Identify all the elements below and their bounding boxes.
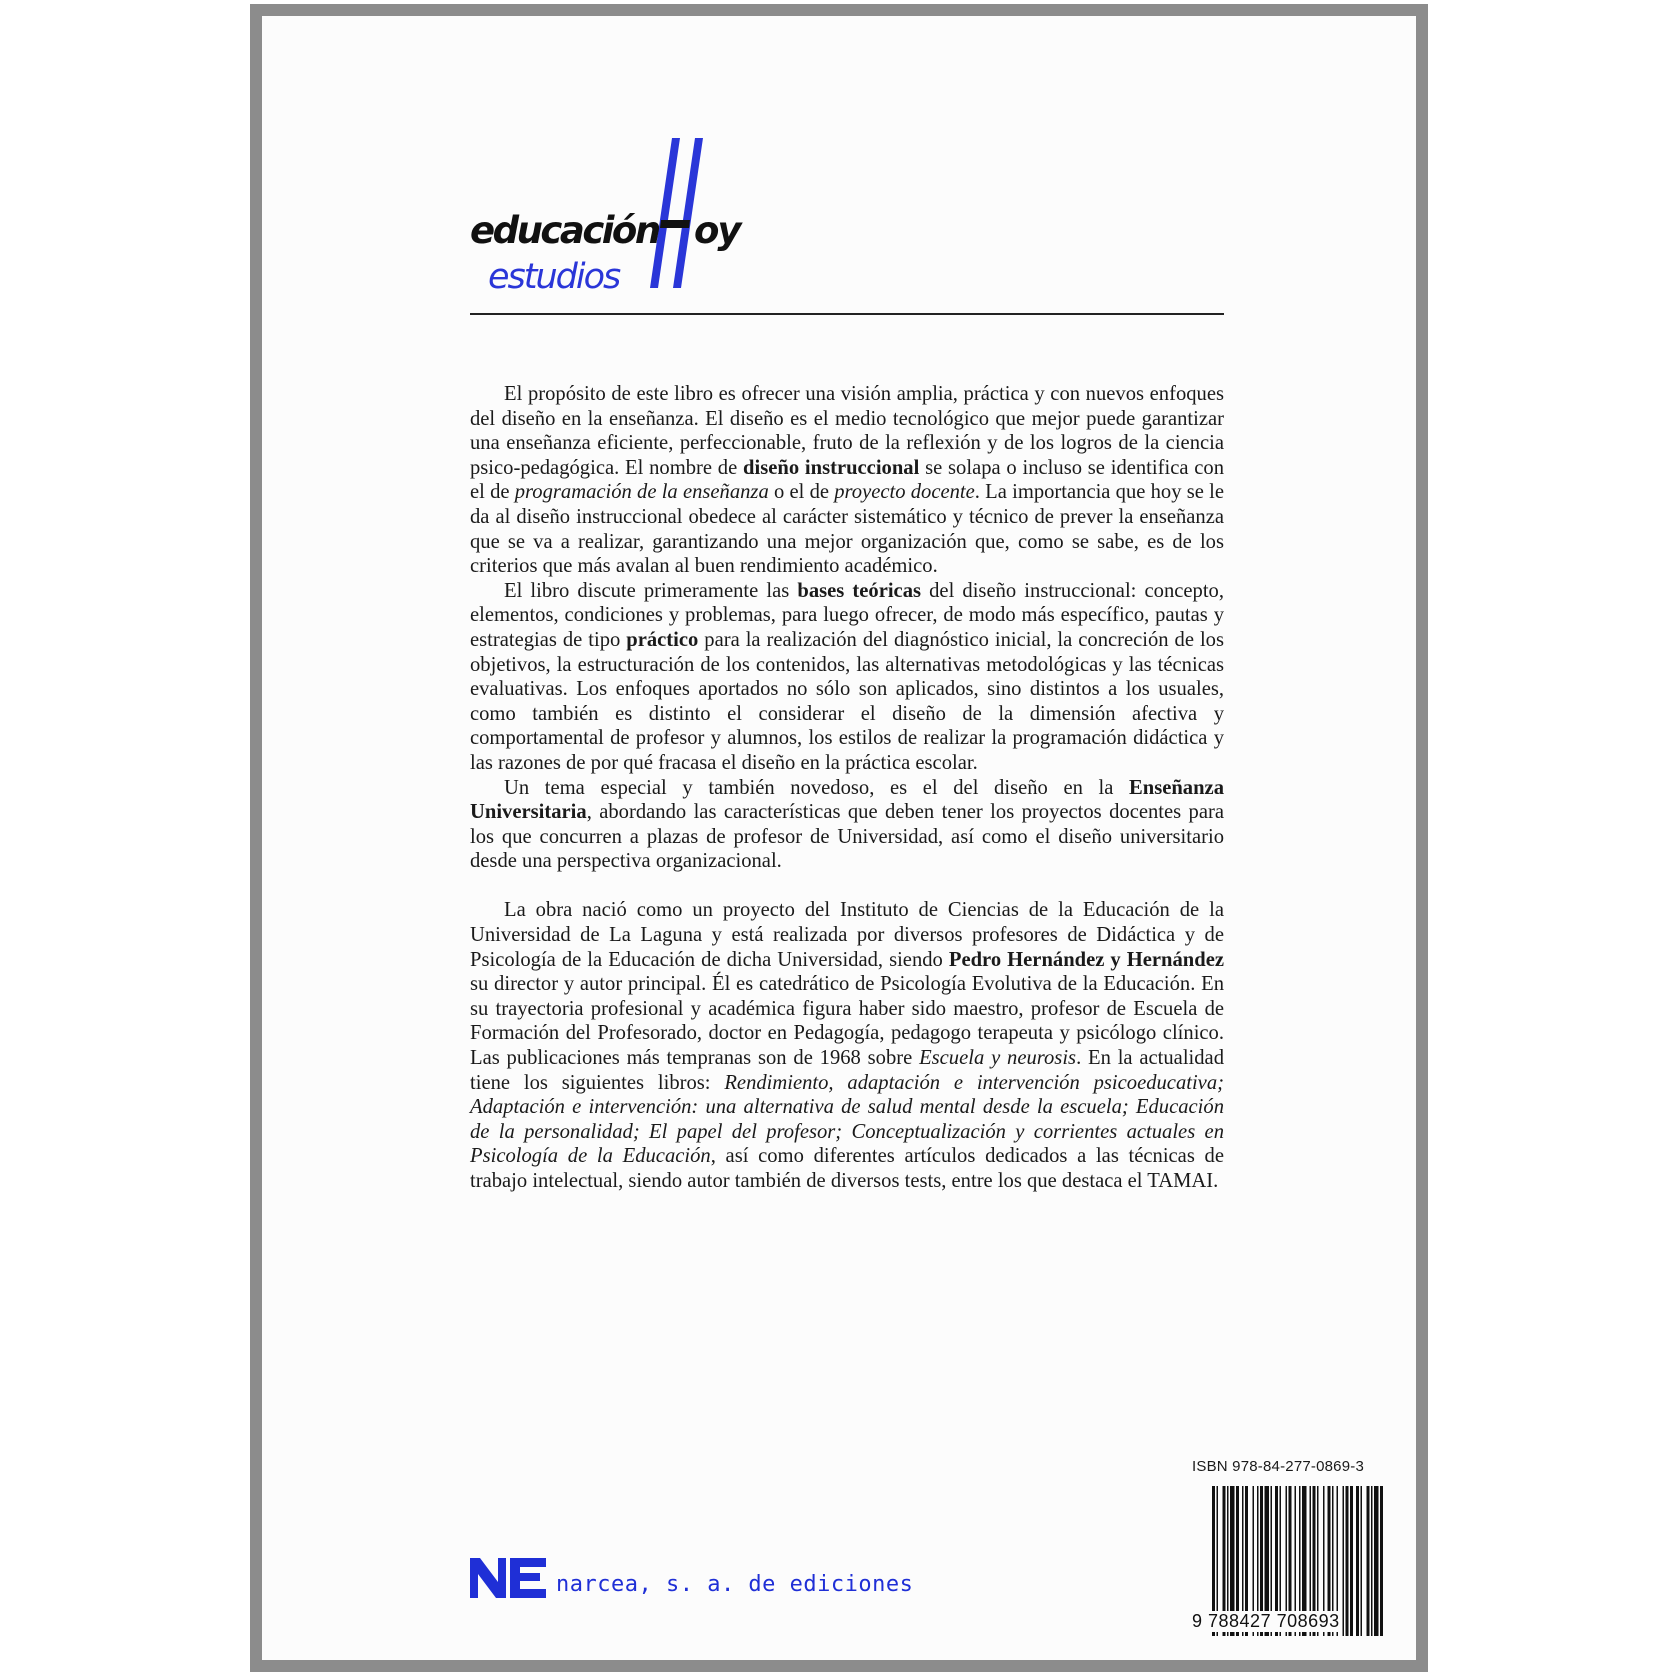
barcode-bar xyxy=(1361,1486,1363,1636)
paragraph xyxy=(470,776,1224,874)
text-run: . En la actualidad tiene los siguientes libros: xyxy=(470,1047,1224,1094)
logo-word-oy: oy xyxy=(694,209,740,252)
text-run: para la realización del diagnóstico inicial, la concreción de los objetivos, la estructuración de los contenidos, las alternativas metodológicas y las técnicas evaluativas. Los enfoques aportados no sólo son aplicados, sino distintos a los usuales, como también es distinto el considerar el diseño de la dimensión afectiva y comportamental de profesor y alumnos, los estilos de realizar la programación didáctica y las razones de por qué fracasa el diseño en la práctica escolar. xyxy=(470,628,1224,774)
bold-text: Enseñanza Universitaria xyxy=(470,776,1224,824)
text-run: del diseño instruccional: concepto, elementos, condiciones y problemas, para luego ofrecer, de modo más específico, pautas y estrategias de tipo xyxy=(470,579,1224,651)
series-logo xyxy=(468,128,768,308)
bold-text: Pedro Hernández y Hernández xyxy=(948,948,1224,971)
series-logo-graphic xyxy=(468,128,768,308)
barcode-bar xyxy=(1356,1486,1359,1636)
barcode-digits: 9 788427 708693 xyxy=(1192,1611,1340,1631)
italic-text: Rendimiento, adaptación e intervención psicoeducativa; Adaptación e intervención: una alternativa de salud mental desde la escuela; Educación de la personalidad; El papel del profesor; Conceptualización y corrientes actuales en Psicología de la Educación xyxy=(470,1071,1224,1168)
logo-crossbar xyxy=(660,220,690,228)
barcode-bar xyxy=(1346,1486,1349,1636)
text-run: La obra nació como un proyecto del Instituto de Ciencias de la Educación de la Universidad de La Laguna y está realizada por diversos profesores de Didáctica y de Psicología de la Educación de dicha Universidad, siendo xyxy=(470,899,1224,971)
bold-text: bases teóricas xyxy=(797,579,922,602)
text-run: o el de xyxy=(768,481,835,504)
header-rule xyxy=(470,313,1224,315)
isbn-label: ISBN 978-84-277-0869-3 xyxy=(1192,1458,1365,1475)
italic-text: proyecto docente xyxy=(834,481,975,504)
book-back-cover xyxy=(250,4,1428,1672)
paragraph xyxy=(470,898,1224,1193)
paragraph xyxy=(470,382,1224,579)
barcode-bar xyxy=(1343,1486,1345,1636)
barcode-bar xyxy=(1371,1486,1373,1636)
text-run: se solapa o incluso se identifica con el de xyxy=(470,456,1224,504)
text-run: su director y autor principal. Él es catedrático de Psicología Evolutiva de la Educación. En su trayectoria profesional y académica figura haber sido maestro, profesor de Escuela de Formación del Profesorado, doctor en Pedagogía, pedagogo terapeuta y psicólogo clínico. Las publicaciones más tempranas son de 1968 sobre xyxy=(470,973,1224,1070)
paragraph xyxy=(470,579,1224,776)
text-run: Un tema especial y también novedoso, es el del diseño en la xyxy=(504,776,1129,799)
blurb-text xyxy=(470,382,1224,1194)
publisher-logo-icon xyxy=(470,1554,546,1598)
barcode-bar xyxy=(1367,1486,1370,1636)
italic-text: programación de la enseñanza xyxy=(514,481,769,504)
barcode-bar xyxy=(1380,1486,1383,1636)
text-run: El propósito de este libro es ofrecer una visión amplia, práctica y con nuevos enfoques del diseño en la enseñanza. El diseño es el medio tecnológico que mejor puede garantizar una enseñanza eficiente, perfeccionable, fruto de la reflexión y de los logros de la ciencia psico-pedagógica. El nombre de xyxy=(470,383,1224,479)
logo-word-estudios: estudios xyxy=(488,257,620,297)
text-run: , así como diferentes artículos dedicados a las técnicas de trabajo intelectual, siendo autor también de diversos tests, entre los que destaca el TAMAI. xyxy=(470,1145,1224,1192)
text-run: El libro discute primeramente las xyxy=(504,579,798,602)
bold-text: práctico xyxy=(626,628,699,651)
text-run: . La importancia que hoy se le da al diseño instruccional obedece al carácter sistemático y técnico de prever la enseñanza que se va a realizar, garantizando una mejor organización que, como se sabe, es de los criterios que más avalan al buen rendimiento académico. xyxy=(470,481,1224,578)
publisher-name: narcea, s. a. de ediciones xyxy=(556,1572,914,1597)
text-run: , abordando las características que deben tener los proyectos docentes para los que concurren a plazas de profesor de Universidad, así como el diseño universitario desde una perspectiva organizacional. xyxy=(470,801,1224,873)
barcode-bar xyxy=(1374,1486,1379,1636)
bold-text: diseño instruccional xyxy=(743,456,920,479)
logo-word-educacion: educación xyxy=(470,209,659,252)
barcode-bar xyxy=(1350,1486,1353,1636)
italic-text: Escuela y neurosis xyxy=(919,1047,1077,1070)
